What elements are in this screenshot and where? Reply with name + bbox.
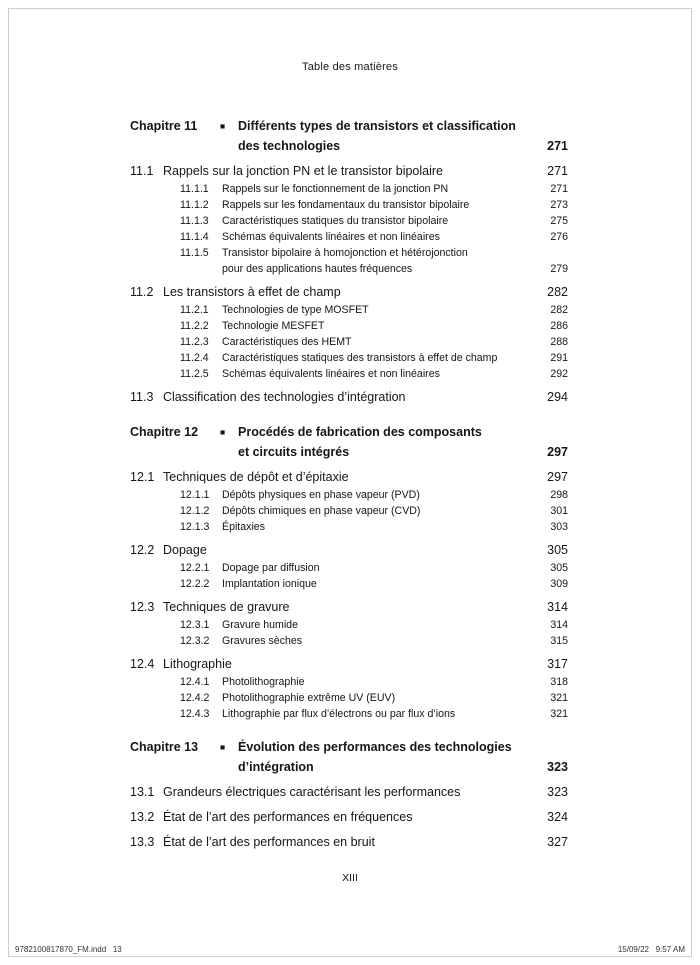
toc-entry-number: 12.3.2	[180, 635, 210, 647]
toc-entry-number: 11.2.5	[180, 368, 209, 380]
toc-entry-title: Transistor bipolaire à homojonction et hétérojonction	[222, 247, 468, 259]
toc-line	[180, 229, 568, 245]
toc-line	[180, 560, 568, 576]
toc-entry-page: 314	[550, 619, 568, 631]
toc-entry-number: 12.1.1	[180, 489, 210, 501]
toc-entry-title: Technologie MESFET	[222, 320, 325, 332]
toc-line	[130, 833, 568, 852]
toc-entry-title: Technologies de type MOSFET	[222, 304, 369, 316]
toc-entry-page: 314	[547, 600, 568, 614]
toc-entry-title: Différents types de transistors et classification	[238, 119, 516, 133]
toc-entry-number: Chapitre 12	[130, 425, 199, 439]
toc-entry-number: 11.1.2	[180, 199, 209, 211]
toc-entry-page: 327	[547, 835, 568, 849]
toc-line	[130, 423, 568, 443]
toc-entry-number: 11.3	[130, 390, 154, 404]
toc-entry-page: 282	[547, 285, 568, 299]
toc-entry-page: 282	[550, 304, 568, 316]
toc-entry-subsection	[130, 576, 568, 592]
toc-entry-number: 12.2	[130, 543, 155, 557]
toc-entry-page: 305	[547, 543, 568, 557]
toc-entry-subsection	[130, 503, 568, 519]
toc-entry-title: Caractéristiques statiques du transistor bipolaire	[222, 215, 449, 227]
toc-entry-page: 317	[547, 657, 568, 671]
toc-entry-section	[130, 283, 568, 302]
toc-line	[130, 758, 568, 777]
toc-entry-title: État de l’art des performances en fréquences	[163, 810, 413, 824]
toc-entry-number: 12.2.2	[180, 578, 210, 590]
toc-entry-number: 12.3	[130, 600, 155, 614]
toc-entry-page: 271	[550, 183, 568, 195]
toc-entry-subsection	[130, 706, 568, 722]
toc-line	[180, 334, 568, 350]
toc-entry-subsection	[130, 245, 568, 277]
toc-entry-chapter	[130, 738, 568, 777]
toc-entry-number: 12.2.1	[180, 562, 210, 574]
toc-entry-number: 11.1	[130, 164, 154, 178]
toc-entry-subsection	[130, 334, 568, 350]
toc-line	[130, 808, 568, 827]
toc-entry-title: Grandeurs électriques caractérisant les performances	[163, 785, 461, 799]
toc-line	[130, 598, 568, 617]
toc-entry-section	[130, 162, 568, 181]
toc-line	[180, 318, 568, 334]
print-slug-filename: 9782100817870_FM.indd 13	[15, 945, 122, 954]
toc-entry-page: 292	[550, 368, 568, 380]
toc-entry-page: 271	[547, 139, 568, 153]
toc-line	[180, 181, 568, 197]
toc-line	[180, 674, 568, 690]
toc-entry-page: 301	[550, 505, 568, 517]
folio-page-number: XIII	[342, 872, 358, 884]
toc-line	[180, 366, 568, 382]
toc-entry-title: et circuits intégrés	[238, 445, 350, 459]
toc-entry-title: d’intégration	[238, 760, 314, 774]
toc-entry-title: Rappels sur la jonction PN et le transistor bipolaire	[163, 164, 443, 178]
toc-entry-page: 303	[550, 521, 568, 533]
toc-line	[130, 443, 568, 462]
toc-entry-section	[130, 598, 568, 617]
toc-entry-title: Implantation ionique	[222, 578, 317, 590]
toc-entry-title: Gravures sèches	[222, 635, 303, 647]
toc-entry-subsection	[130, 487, 568, 503]
toc-entry-page: 294	[547, 390, 568, 404]
toc-entry-subsection	[130, 350, 568, 366]
toc-entry-subsection	[130, 366, 568, 382]
toc-entry-page: 288	[550, 336, 568, 348]
toc-entry-subsection	[130, 519, 568, 535]
toc-entry-page: 276	[550, 231, 568, 243]
toc-entry-subsection	[130, 181, 568, 197]
toc-entry-title: Dépôts chimiques en phase vapeur (CVD)	[222, 505, 421, 517]
toc-entry-page: 291	[550, 352, 568, 364]
toc-line	[130, 137, 568, 156]
toc-entry-subsection	[130, 213, 568, 229]
toc-entry-number: 13.3	[130, 835, 155, 849]
toc-entry-subsection	[130, 197, 568, 213]
toc-entry-title: Photolithographie extrême UV (EUV)	[222, 692, 396, 704]
toc-line	[180, 261, 568, 277]
toc-entry-section	[130, 783, 568, 802]
toc-entry-title: Rappels sur les fondamentaux du transistor bipolaire	[222, 199, 470, 211]
toc-line	[180, 350, 568, 366]
toc-entry-page: 305	[550, 562, 568, 574]
table-of-contents	[130, 101, 568, 852]
toc-entry-number: 12.1	[130, 470, 155, 484]
toc-line	[130, 468, 568, 487]
toc-entry-page: 273	[550, 199, 568, 211]
toc-line	[180, 197, 568, 213]
toc-entry-number: 11.1.3	[180, 215, 209, 227]
toc-entry-chapter	[130, 117, 568, 156]
toc-entry-title: Lithographie par flux d’électrons ou par flux d’ions	[222, 708, 456, 720]
toc-entry-page: 275	[550, 215, 568, 227]
toc-line	[130, 738, 568, 758]
toc-entry-section	[130, 468, 568, 487]
toc-entry-number: 12.4.2	[180, 692, 210, 704]
toc-entry-title: Évolution des performances des technologies	[238, 740, 512, 754]
toc-entry-page: 321	[550, 708, 568, 720]
toc-entry-page: 324	[547, 810, 568, 824]
toc-entry-number: 11.1.1	[180, 183, 209, 195]
toc-entry-title: Dopage	[163, 543, 207, 557]
toc-entry-title: Procédés de fabrication des composants	[238, 425, 482, 439]
toc-entry-page: 315	[550, 635, 568, 647]
toc-entry-title: Caractéristiques des HEMT	[222, 336, 352, 348]
toc-line	[180, 487, 568, 503]
toc-entry-number: 11.2.1	[180, 304, 209, 316]
toc-entry-number: 11.1.4	[180, 231, 209, 243]
toc-line	[130, 117, 568, 137]
toc-entry-subsection	[130, 560, 568, 576]
toc-entry-number: Chapitre 11	[130, 119, 198, 133]
toc-entry-number: 12.3.1	[180, 619, 210, 631]
toc-entry-title: Schémas équivalents linéaires et non linéaires	[222, 368, 440, 380]
toc-line	[180, 503, 568, 519]
toc-line	[130, 388, 568, 407]
toc-entry-number: 12.4.3	[180, 708, 210, 720]
toc-entry-number: 11.2.4	[180, 352, 209, 364]
toc-entry-section	[130, 388, 568, 407]
toc-entry-number: 11.1.5	[180, 247, 209, 259]
toc-entry-title: État de l’art des performances en bruit	[163, 835, 375, 849]
toc-entry-page: 297	[547, 470, 568, 484]
toc-entry-number: 12.1.3	[180, 521, 210, 533]
toc-entry-number: 12.1.2	[180, 505, 210, 517]
toc-line	[180, 302, 568, 318]
toc-entry-subsection	[130, 674, 568, 690]
toc-line	[180, 706, 568, 722]
toc-entry-title: Classification des technologies d’intégration	[163, 390, 406, 404]
toc-entry-subsection	[130, 318, 568, 334]
toc-entry-section	[130, 808, 568, 827]
toc-entry-title: Gravure humide	[222, 619, 298, 631]
toc-entry-page: 286	[550, 320, 568, 332]
toc-entry-title: Techniques de dépôt et d’épitaxie	[163, 470, 349, 484]
toc-entry-page: 298	[550, 489, 568, 501]
toc-line	[180, 690, 568, 706]
toc-entry-section	[130, 833, 568, 852]
toc-line	[180, 617, 568, 633]
toc-entry-subsection	[130, 617, 568, 633]
toc-entry-page: 271	[547, 164, 568, 178]
toc-entry-section	[130, 541, 568, 560]
toc-entry-number: 11.2.2	[180, 320, 209, 332]
toc-entry-number: Chapitre 13	[130, 740, 199, 754]
chapter-bullet-icon: ■	[220, 742, 226, 752]
toc-entry-title: Rappels sur le fonctionnement de la jonction PN	[222, 183, 449, 195]
toc-entry-title: Caractéristiques statiques des transistors à effet de champ	[222, 352, 498, 364]
toc-entry-number: 13.2	[130, 810, 155, 824]
toc-line	[180, 576, 568, 592]
toc-entry-number: 12.4.1	[180, 676, 210, 688]
toc-line	[180, 245, 568, 261]
toc-entry-subsection	[130, 690, 568, 706]
chapter-bullet-icon: ■	[220, 121, 226, 131]
toc-entry-page: 323	[547, 760, 568, 774]
toc-entry-chapter	[130, 423, 568, 462]
toc-entry-title: pour des applications hautes fréquences	[222, 263, 413, 275]
toc-entry-title: Dopage par diffusion	[222, 562, 320, 574]
toc-line	[180, 519, 568, 535]
toc-entry-number: 11.2	[130, 285, 154, 299]
toc-line	[130, 541, 568, 560]
toc-entry-title: Schémas équivalents linéaires et non linéaires	[222, 231, 440, 243]
toc-line	[180, 633, 568, 649]
toc-entry-title: Lithographie	[163, 657, 232, 671]
toc-entry-title: Les transistors à effet de champ	[163, 285, 341, 299]
toc-line	[180, 213, 568, 229]
toc-entry-title: Photolithographie	[222, 676, 305, 688]
toc-entry-subsection	[130, 633, 568, 649]
toc-entry-title: des technologies	[238, 139, 341, 153]
toc-entry-subsection	[130, 229, 568, 245]
toc-line	[130, 655, 568, 674]
toc-line	[130, 783, 568, 802]
toc-entry-number: 12.4	[130, 657, 155, 671]
toc-entry-page: 318	[550, 676, 568, 688]
toc-entry-page: 279	[550, 263, 568, 275]
toc-line	[130, 162, 568, 181]
chapter-bullet-icon: ■	[220, 427, 226, 437]
toc-entry-page: 297	[547, 445, 568, 459]
toc-entry-page: 309	[550, 578, 568, 590]
toc-entry-page: 323	[547, 785, 568, 799]
print-slug-datetime: 15/09/22 9:57 AM	[617, 945, 685, 954]
toc-entry-title: Épitaxies	[222, 521, 265, 533]
toc-entry-title: Dépôts physiques en phase vapeur (PVD)	[222, 489, 420, 501]
toc-entry-number: 13.1	[130, 785, 155, 799]
toc-entry-section	[130, 655, 568, 674]
toc-entry-title: Techniques de gravure	[163, 600, 290, 614]
toc-entry-subsection	[130, 302, 568, 318]
toc-line	[130, 283, 568, 302]
toc-entry-page: 321	[550, 692, 568, 704]
running-header: Table des matières	[302, 61, 398, 73]
toc-entry-number: 11.2.3	[180, 336, 209, 348]
